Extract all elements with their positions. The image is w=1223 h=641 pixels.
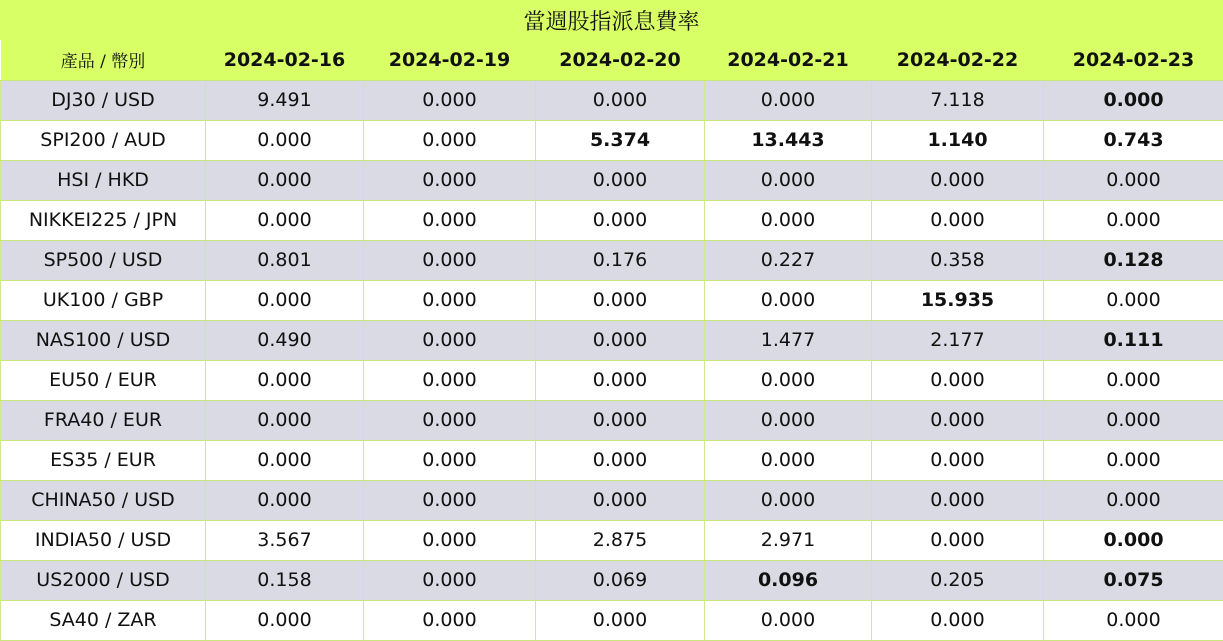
rate-cell: 0.000 [705, 80, 872, 120]
rate-cell: 0.000 [536, 280, 705, 320]
rate-cell: 0.000 [364, 200, 536, 240]
rate-cell: 0.000 [872, 440, 1044, 480]
rate-cell: 0.000 [536, 160, 705, 200]
table-row [1, 240, 1223, 280]
table-row [1, 320, 1223, 360]
product-cell: ES35 / EUR [1, 440, 206, 480]
table-row [1, 160, 1223, 200]
rate-cell: 0.000 [1044, 400, 1223, 440]
rate-cell: 0.000 [364, 280, 536, 320]
rate-cell: 0.000 [1044, 160, 1223, 200]
rate-cell: 0.000 [206, 360, 364, 400]
column-header-date: 2024-02-21 [705, 40, 872, 80]
product-cell: CHINA50 / USD [1, 480, 206, 520]
rate-cell: 0.000 [206, 160, 364, 200]
rate-cell: 0.205 [872, 560, 1044, 600]
rate-cell: 0.000 [872, 160, 1044, 200]
rate-cell: 0.000 [364, 240, 536, 280]
table-row [1, 600, 1223, 640]
rate-cell: 0.000 [364, 320, 536, 360]
rate-cell: 0.000 [364, 120, 536, 160]
rate-cell: 0.000 [1044, 520, 1223, 560]
rate-cell: 0.000 [536, 480, 705, 520]
header-row [1, 40, 1223, 80]
rate-cell: 0.000 [536, 360, 705, 400]
rate-cell: 0.000 [206, 440, 364, 480]
rate-cell: 1.140 [872, 120, 1044, 160]
rate-cell: 0.000 [705, 160, 872, 200]
rate-cell: 0.000 [705, 360, 872, 400]
product-cell: SA40 / ZAR [1, 600, 206, 640]
product-cell: NIKKEI225 / JPN [1, 200, 206, 240]
column-header-date: 2024-02-20 [536, 40, 705, 80]
rate-cell: 0.000 [872, 360, 1044, 400]
rate-cell: 0.000 [1044, 440, 1223, 480]
rate-cell: 0.000 [206, 120, 364, 160]
table-row [1, 520, 1223, 560]
rate-cell: 0.111 [1044, 320, 1223, 360]
rate-cell: 0.000 [872, 600, 1044, 640]
product-cell: US2000 / USD [1, 560, 206, 600]
rate-cell: 5.374 [536, 120, 705, 160]
rate-cell: 0.000 [206, 280, 364, 320]
column-header-product: 產品 / 幣別 [1, 40, 206, 80]
product-cell: HSI / HKD [1, 160, 206, 200]
product-cell: DJ30 / USD [1, 80, 206, 120]
rate-cell: 0.000 [705, 600, 872, 640]
product-cell: EU50 / EUR [1, 360, 206, 400]
rate-cell: 0.096 [705, 560, 872, 600]
rate-cell: 9.491 [206, 80, 364, 120]
product-cell: UK100 / GBP [1, 280, 206, 320]
table-row [1, 80, 1223, 120]
rate-cell: 0.000 [872, 480, 1044, 520]
rate-cell: 0.000 [364, 600, 536, 640]
table-row [1, 360, 1223, 400]
product-cell: FRA40 / EUR [1, 400, 206, 440]
product-cell: NAS100 / USD [1, 320, 206, 360]
table-row [1, 280, 1223, 320]
table-row [1, 440, 1223, 480]
rate-cell: 0.000 [705, 480, 872, 520]
rate-cell: 0.227 [705, 240, 872, 280]
rate-cell: 13.443 [705, 120, 872, 160]
rate-cell: 0.000 [536, 80, 705, 120]
column-header-date: 2024-02-22 [872, 40, 1044, 80]
rate-cell: 0.000 [206, 600, 364, 640]
rate-cell: 0.000 [536, 200, 705, 240]
rate-cell: 0.069 [536, 560, 705, 600]
table-title: 當週股指派息費率 [0, 0, 1223, 40]
table-row [1, 480, 1223, 520]
rate-cell: 0.000 [1044, 600, 1223, 640]
rate-cell: 7.118 [872, 80, 1044, 120]
rate-cell: 0.000 [1044, 80, 1223, 120]
product-cell: INDIA50 / USD [1, 520, 206, 560]
rate-cell: 0.000 [536, 400, 705, 440]
rate-cell: 0.000 [1044, 480, 1223, 520]
column-header-date: 2024-02-19 [364, 40, 536, 80]
rate-cell: 0.000 [872, 520, 1044, 560]
product-cell: SPI200 / AUD [1, 120, 206, 160]
rate-cell: 0.000 [705, 400, 872, 440]
rate-cell: 0.000 [1044, 280, 1223, 320]
rate-cell: 0.743 [1044, 120, 1223, 160]
rate-cell: 2.875 [536, 520, 705, 560]
rate-cell: 0.000 [872, 200, 1044, 240]
dividend-rate-table [0, 40, 1223, 641]
rate-cell: 0.000 [364, 360, 536, 400]
rate-cell: 0.000 [705, 440, 872, 480]
rate-cell: 0.000 [364, 520, 536, 560]
rate-cell: 3.567 [206, 520, 364, 560]
table-row [1, 560, 1223, 600]
rate-cell: 0.000 [705, 200, 872, 240]
rate-cell: 0.801 [206, 240, 364, 280]
rate-cell: 15.935 [872, 280, 1044, 320]
rate-cell: 0.490 [206, 320, 364, 360]
product-cell: SP500 / USD [1, 240, 206, 280]
rate-cell: 0.000 [364, 440, 536, 480]
rate-cell: 0.000 [705, 280, 872, 320]
rate-cell: 0.000 [206, 400, 364, 440]
column-header-date: 2024-02-16 [206, 40, 364, 80]
rate-cell: 0.000 [364, 400, 536, 440]
table-row [1, 200, 1223, 240]
rate-cell: 1.477 [705, 320, 872, 360]
rate-cell: 0.000 [1044, 200, 1223, 240]
rate-cell: 0.000 [536, 600, 705, 640]
table-row [1, 400, 1223, 440]
table-row [1, 120, 1223, 160]
rate-cell: 0.158 [206, 560, 364, 600]
rate-cell: 0.128 [1044, 240, 1223, 280]
rate-cell: 0.000 [364, 480, 536, 520]
rate-cell: 0.358 [872, 240, 1044, 280]
rate-cell: 0.075 [1044, 560, 1223, 600]
rate-cell: 0.000 [536, 440, 705, 480]
rate-cell: 0.000 [872, 400, 1044, 440]
rate-cell: 2.177 [872, 320, 1044, 360]
rate-cell: 0.000 [364, 80, 536, 120]
rate-cell: 0.000 [536, 320, 705, 360]
rate-cell: 0.000 [206, 200, 364, 240]
rate-cell: 0.176 [536, 240, 705, 280]
rate-cell: 0.000 [364, 160, 536, 200]
rate-cell: 0.000 [1044, 360, 1223, 400]
rate-cell: 2.971 [705, 520, 872, 560]
rate-cell: 0.000 [364, 560, 536, 600]
rate-cell: 0.000 [206, 480, 364, 520]
column-header-date: 2024-02-23 [1044, 40, 1223, 80]
